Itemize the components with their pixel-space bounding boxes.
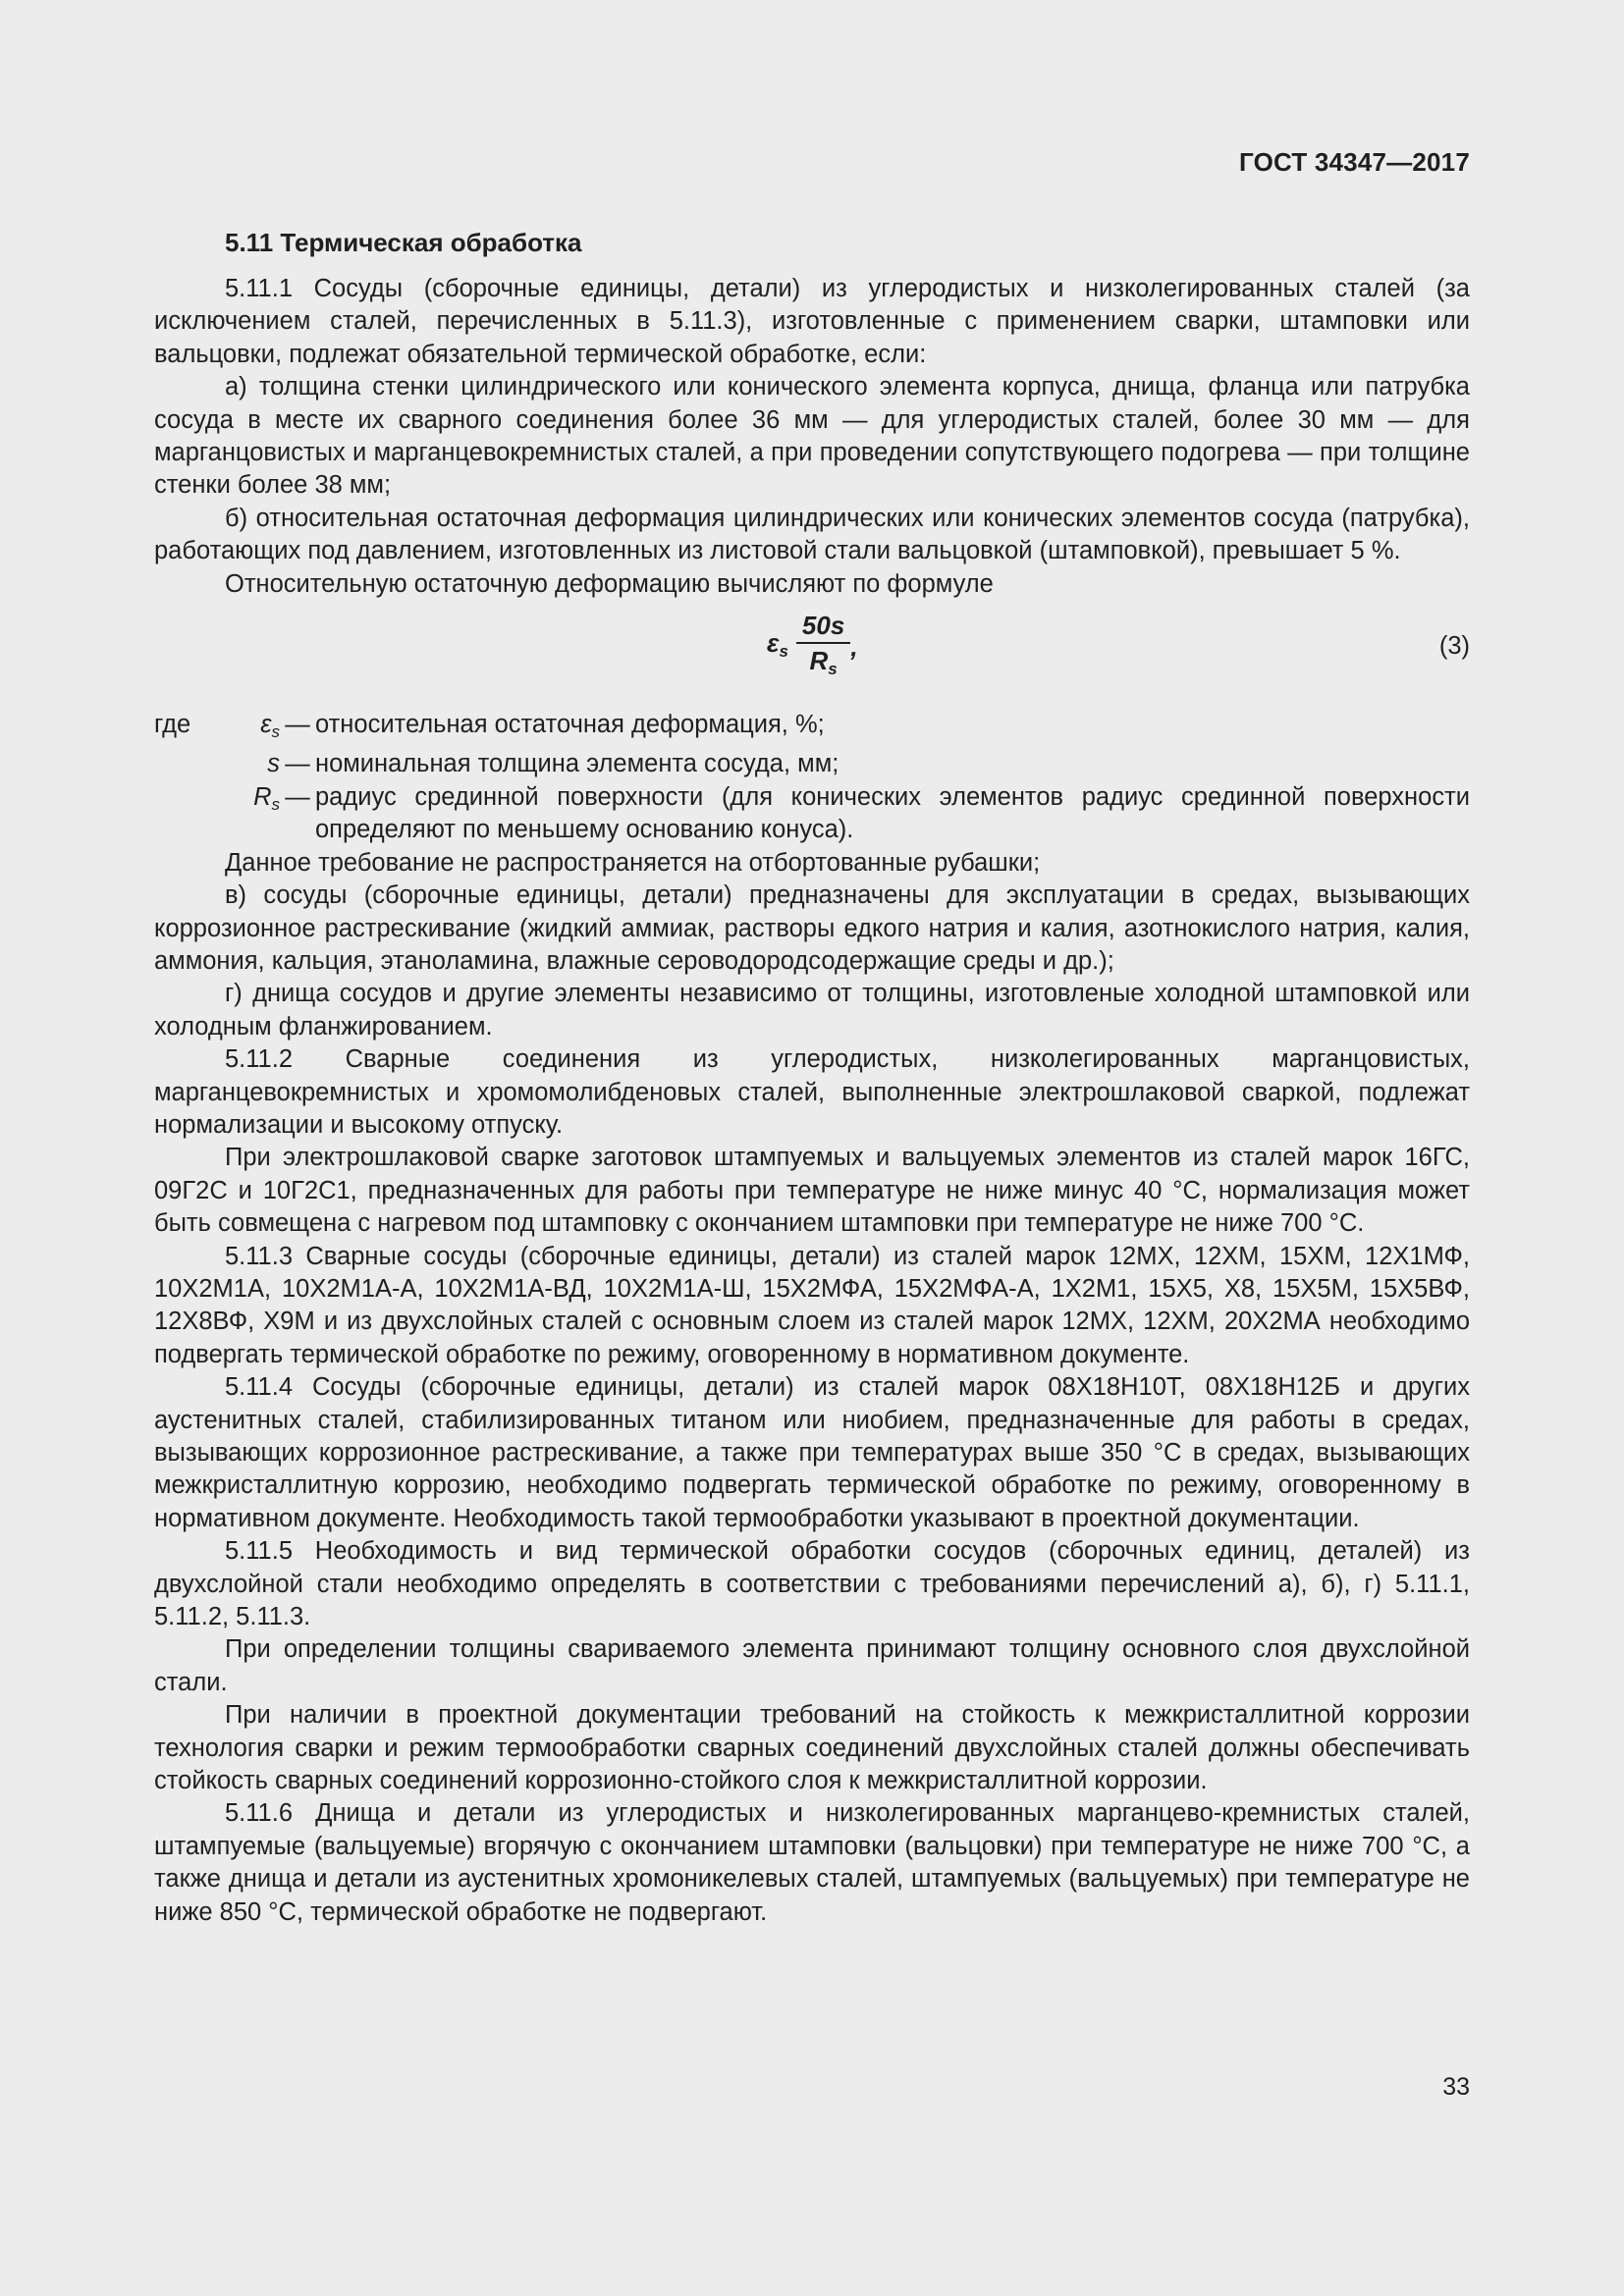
where-text: радиус срединной поверхности (для конических элементов радиус срединной поверхности определяют по меньшему основанию конуса). bbox=[315, 782, 1470, 844]
where-prefix: где bbox=[154, 711, 191, 739]
section-title: 5.11 Термическая обработка bbox=[225, 228, 582, 257]
paragraph-5-11-2-b: При электрошлаковой сварке заготовок штампуемых и вальцуемых элементов из сталей марок 16ГС, 09Г2С и 10Г2С1, предназначенных для работы при температуре не ниже минус 40 °С, нормализация может быть совмещена с нагревом под штамповку с окончанием штамповки при температуре не ниже 700 °С. bbox=[154, 1144, 1470, 1238]
where-text: номинальная толщина элемента сосуда, мм; bbox=[315, 750, 839, 778]
paragraph-item-a: а) толщина стенки цилиндрического или конического элемента корпуса, днища, фланца или патрубка сосуда в месте их сварного соединения более 36 мм — для углеродистых сталей, более 30 мм — для марганцовистых и марганцевокремнистых сталей, а при проведении сопутствующего подогрева — при толщине стенки более 38 мм; bbox=[154, 373, 1470, 500]
formula-intro: Относительную остаточную деформацию вычисляют по формуле bbox=[225, 569, 994, 598]
paragraph-5-11-2: 5.11.2 Сварные соединения из углеродистых, низколегированных марганцовистых, марганцевокремнистых и хромомолибденовых сталей, выполненные электрошлаковой сваркой, подлежат нормализации и высокому отпуску. bbox=[154, 1045, 1470, 1139]
paragraph-5-11-6: 5.11.6 Днища и детали из углеродистых и низколегированных марганцево-кремнистых сталей, штампуемые (вальцуемые) вгорячую с окончанием штамповки (вальцовки) при температуре не ниже 700 °С, а также днища и детали из аустенитных хромоникелевых сталей, штампуемых (вальцуемых) при температуре не ниже 850 °С, термической обработке не подвергают. bbox=[154, 1799, 1470, 1926]
paragraph-5-11-5-c: При наличии в проектной документации требований на стойкость к межкристаллитной коррозии технология сварки и режим термообработки сварных соединений двухслойных сталей должны обеспечивать стойкость сварных соединений коррозионно-стойкого слоя к межкристаллитной коррозии. bbox=[154, 1701, 1470, 1795]
formula-fraction bbox=[796, 611, 850, 684]
where-dash: — bbox=[285, 782, 310, 811]
where-symbol: s bbox=[267, 750, 280, 778]
paragraph-item-g: г) днища сосудов и другие элементы независимо от толщины, изготовленые холодной штамповкой или холодным фланжированием. bbox=[154, 980, 1470, 1041]
page-content bbox=[154, 226, 1470, 1929]
where-text: относительная остаточная деформация, %; bbox=[315, 711, 825, 739]
formula-numerator: 50s bbox=[796, 611, 850, 644]
paragraph-5-11-1: 5.11.1 Сосуды (сборочные единицы, детали) из углеродистых и низколегированных сталей (за исключением сталей, перечисленных в 5.11.3), изготовленные с применением сварки, штамповки или вальцовки, подлежат обязательной термической обработке, если: bbox=[154, 275, 1470, 368]
where-item-rs bbox=[154, 781, 1470, 847]
formula-3 bbox=[767, 611, 858, 684]
equation-number: (3) bbox=[1438, 632, 1470, 661]
where-item-s bbox=[154, 748, 1470, 780]
formula-lhs: $\varepsilon_s$ bbox=[767, 627, 788, 661]
paragraph-5-11-3: 5.11.3 Сварные сосуды (сборочные единицы, детали) из сталей марок 12МХ, 12ХМ, 15ХМ, 12Х1МФ, 10Х2М1А, 10Х2М1А-А, 10Х2М1А-ВД, 10Х2М1А-Ш, 15Х2МФА, 15Х2МФА-А, 1Х2М1, 15Х5, Х8, 15Х5М, 15Х5ВФ, 12Х8ВФ, Х9М и из двухслойных сталей с основным слоем из сталей марок 12МХ, 12ХМ, 20Х2МА необходимо подвергать термической обработке по режиму, оговоренному в нормативном документе. bbox=[154, 1242, 1470, 1368]
paragraph-note: Данное требование не распространяется на отбортованные рубашки; bbox=[225, 848, 1041, 877]
where-item-epsilon bbox=[154, 709, 1470, 748]
paragraph-5-11-5-b: При определении толщины свариваемого элемента принимают толщину основного слоя двухслойной стали. bbox=[154, 1635, 1470, 1696]
paragraph-5-11-4: 5.11.4 Сосуды (сборочные единицы, детали) из сталей марок 08Х18Н10Т, 08Х18Н12Б и других аустенитных сталей, стабилизированных титаном или ниобием, предназначенные для работы в средах, вызывающих коррозионное растрескивание, а также при температурах выше 350 °С в средах, вызывающих межкристаллитную коррозию, необходимо подвергать термической обработке по режиму, оговоренному в нормативном документе. Необходимость такой термообработки указывают в проектной документации. bbox=[154, 1373, 1470, 1532]
paragraph-5-11-5: 5.11.5 Необходимость и вид термической обработки сосудов (сборочных единиц, деталей) из двухслойной стали необходимо определять в соответствии с требованиями перечислений а), б), г) 5.11.1, 5.11.2, 5.11.3. bbox=[154, 1537, 1470, 1631]
where-symbol: $R_s$ bbox=[253, 782, 280, 814]
formula-trailing: , bbox=[850, 631, 858, 662]
where-dash: — bbox=[285, 750, 310, 778]
where-dash: — bbox=[285, 711, 310, 739]
page-number: 33 bbox=[1442, 2073, 1470, 2101]
paragraph-item-b: б) относительная остаточная деформация цилиндрических или конических элементов сосуда (патрубка), работающих под давлением, изготовленных из листовой стали вальцовкой (штамповкой), превышает 5 %. bbox=[154, 504, 1470, 565]
document-code: ГОСТ 34347—2017 bbox=[1239, 147, 1470, 177]
formula-block bbox=[154, 609, 1470, 697]
paragraph-item-v: в) сосуды (сборочные единицы, детали) предназначены для эксплуатации в средах, вызывающих коррозионное растрескивание (жидкий аммиак, растворы едкого натрия и калия, азотнокислого натрия, калия, аммония, кальция, этаноламина, влажные сероводородсодержащие среды и др.); bbox=[154, 881, 1470, 975]
where-symbol: $\varepsilon_s$ bbox=[260, 711, 280, 742]
formula-denominator: $R_s$ bbox=[809, 646, 838, 679]
